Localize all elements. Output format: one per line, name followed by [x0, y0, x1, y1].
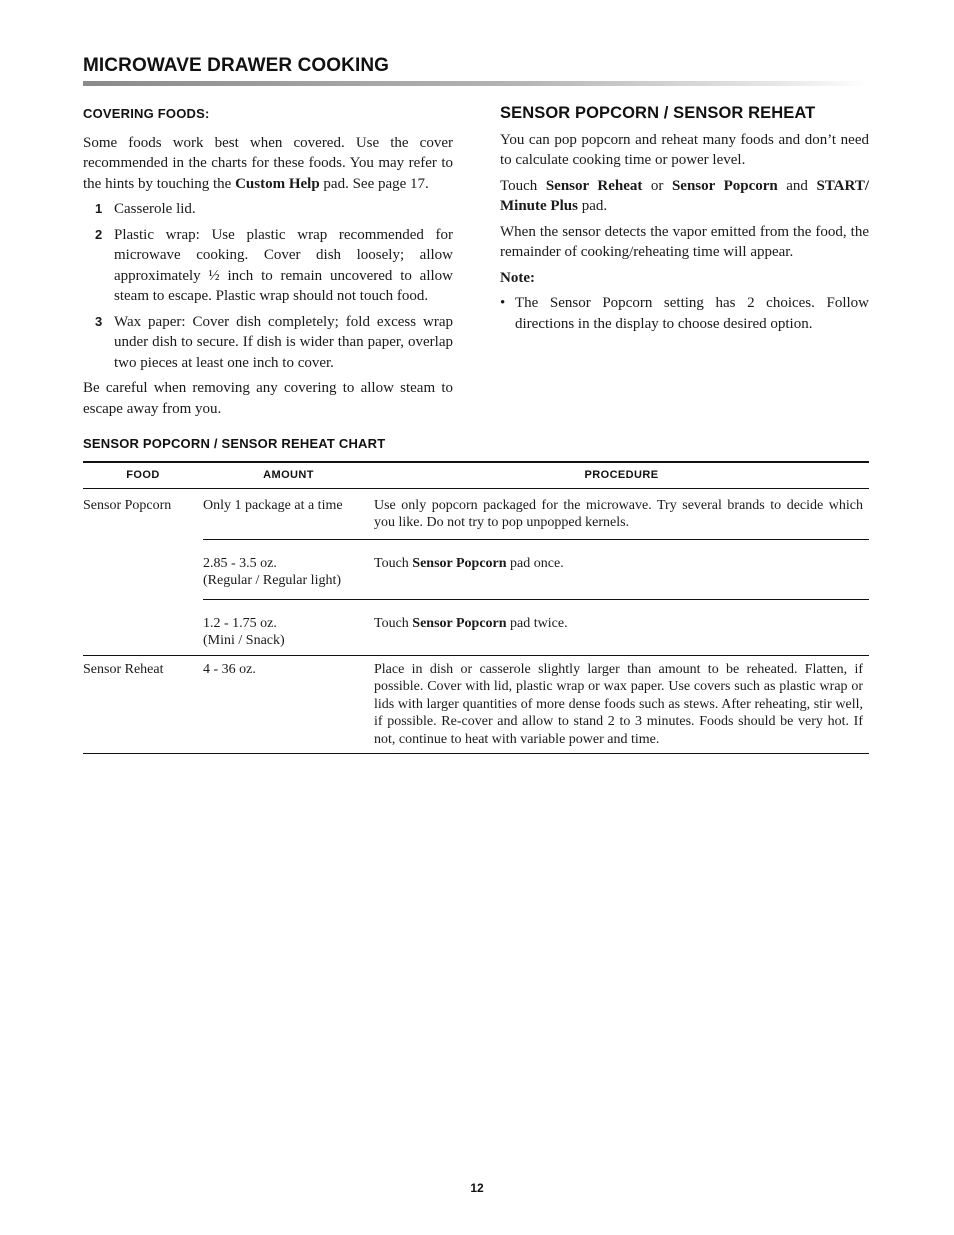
note-label: Note: [500, 269, 535, 286]
procedure-cell: Touch Sensor Popcorn pad twice. [374, 599, 869, 655]
covering-list [83, 199, 453, 373]
list-number: 2 [95, 226, 103, 242]
procedure-cell: Touch Sensor Popcorn pad once. [374, 539, 869, 599]
sensor-intro: You can pop popcorn and reheat many foods and don’t need to calculate cooking time or power level. [500, 131, 869, 168]
covering-intro: Some foods work best when covered. Use the cover recommended in the charts for these foods. You may refer to the hints by touching the Custom Help pad. See page 17. [83, 134, 453, 192]
title-rule [83, 81, 869, 86]
amount-cell: 1.2 - 1.75 oz. (Mini / Snack) [203, 599, 374, 655]
procedure-cell: Place in dish or casserole slightly larger than amount to be reheated. Flatten, if possible. Cover with lid, plastic wrap or wax paper. Use covers such as plastic wrap or lids with larger quantities of more dense foods such as stews. After reheating, stir well, if possible. Re-cover and allow to stand 2 to 3 minutes. Foods should be very hot. If not, continue to heat with variable power and time. [374, 655, 869, 754]
sensor-heading: SENSOR POPCORN / SENSOR REHEAT [500, 104, 816, 122]
list-number: 1 [95, 201, 103, 216]
page-title: MICROWAVE DRAWER COOKING [83, 55, 390, 76]
covering-closing: Be careful when removing any covering to allow steam to escape away from you. [83, 380, 453, 417]
list-item: 1 Casserole lid. [83, 199, 453, 220]
food-cell: Sensor Reheat [83, 655, 203, 754]
sensor-detect: When the sensor detects the vapor emitted from the food, the remainder of cooking/reheating time will appear. [500, 223, 869, 260]
food-cell: Sensor Popcorn [83, 488, 203, 655]
procedure-cell: Use only popcorn packaged for the microwave. Try several brands to decide which you like. Do not try to pop unpopped kernels. [374, 488, 869, 539]
amount-cell: Only 1 package at a time [203, 488, 374, 539]
amount-cell: 4 - 36 oz. [203, 655, 374, 754]
header-food: FOOD [83, 462, 203, 488]
custom-help-label: Custom Help [235, 175, 320, 192]
bullet-icon: • [500, 295, 506, 311]
list-number: 3 [95, 313, 103, 329]
sensor-section [500, 104, 869, 334]
table-row [83, 655, 869, 754]
amount-cell: 2.85 - 3.5 oz. (Regular / Regular light) [203, 539, 374, 599]
table-row [83, 488, 869, 539]
sensor-chart-table [83, 461, 869, 754]
table-header-row [83, 462, 869, 488]
list-item: 2 Plastic wrap: Use plastic wrap recommended for microwave cooking. Cover dish loosely; allow approximately ½ inch to remain uncovered to allow steam to escape. Plastic wrap should not touch food. [95, 226, 453, 304]
list-item: • The Sensor Popcorn setting has 2 choices. Follow directions in the display to choose desired option. [500, 295, 869, 332]
header-amount: AMOUNT [203, 462, 374, 488]
header-procedure: PROCEDURE [374, 462, 869, 488]
chart-title: SENSOR POPCORN / SENSOR REHEAT CHART [83, 436, 386, 451]
note-list [500, 293, 869, 334]
covering-foods-section [83, 104, 453, 424]
page-number: 12 [470, 1181, 484, 1195]
sensor-instructions: Touch Sensor Reheat or Sensor Popcorn and START/ Minute Plus pad. [500, 177, 869, 214]
list-item: 3 Wax paper: Cover dish completely; fold excess wrap under dish to secure. If dish is wider than paper, overlap two pieces at least one inch to cover. [95, 313, 453, 371]
covering-foods-heading: COVERING FOODS: [83, 106, 210, 121]
